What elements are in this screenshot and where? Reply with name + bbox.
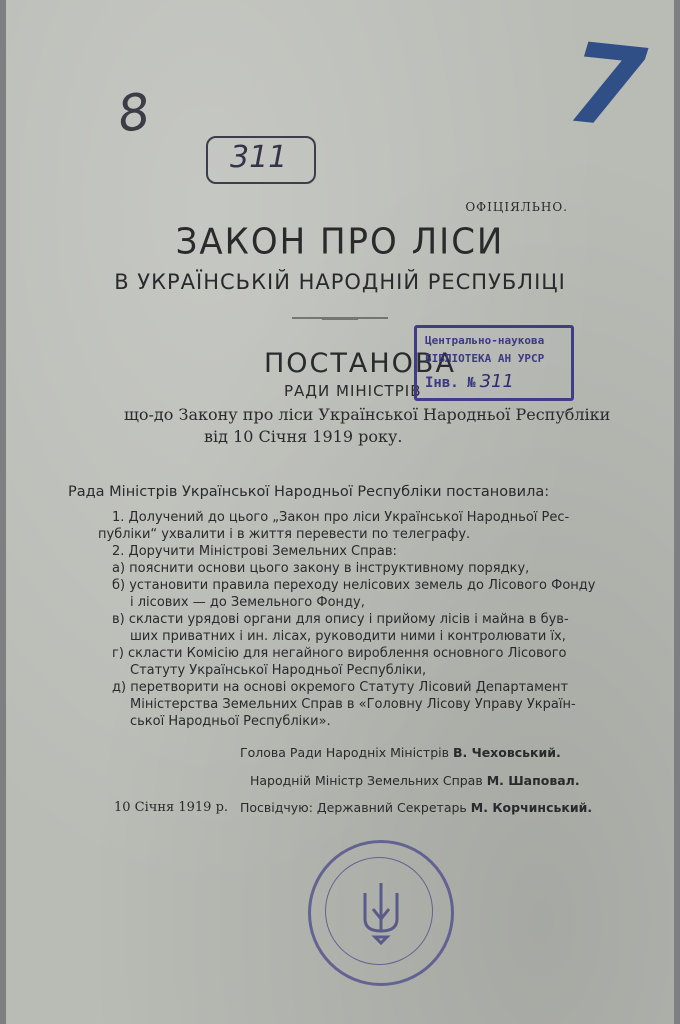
body-intro: Рада Міністрів Української Народньої Республіки постановила: xyxy=(68,484,550,500)
round-seal xyxy=(308,840,454,986)
body-line: а) пояснити основи цього закону в інструктивному порядку, xyxy=(112,561,530,576)
library-stamp xyxy=(414,325,574,401)
signatory-name: В. Чеховський. xyxy=(452,745,561,760)
signature-line xyxy=(240,745,561,760)
signatory-name: М. Шаповал. xyxy=(486,773,580,788)
signatory-title: Посвідчую: Державний Секретарь xyxy=(240,800,467,815)
trident-icon xyxy=(355,879,407,945)
signatory-title: Голова Ради Народніх Міністрів xyxy=(240,745,449,760)
document-date: 10 Січня 1919 р. xyxy=(114,800,229,815)
document-title: ЗАКОН ПРО ЛІСИ xyxy=(175,221,505,263)
body-line: Міністерства Земельних Справ в «Головну Лісову Управу Україн- xyxy=(130,697,576,712)
official-mark: ОФІЦІЯЛЬНО. xyxy=(465,200,568,214)
ornament-divider xyxy=(292,316,388,320)
handwritten-number-top-right: 7 xyxy=(561,18,652,154)
resolution-subheading: РАДИ МІНІСТРІВ xyxy=(284,382,422,400)
signatory-name: М. Корчинський. xyxy=(470,800,593,815)
body-line: 2. Доручити Міністрові Земельних Справ: xyxy=(112,544,397,559)
library-stamp-line-1: Центрально-наукова xyxy=(425,334,545,347)
resolution-subject-line-2: від 10 Січня 1919 року. xyxy=(204,427,403,446)
body-line: 1. Долучений до цього „Закон про ліси Української Народньої Рес- xyxy=(112,510,570,525)
body-line: ської Народньої Республіки». xyxy=(130,714,331,729)
resolution-subject-line-1: що-до Закону про ліси Української Народньої Республіки xyxy=(124,405,611,424)
document-page xyxy=(6,0,674,1024)
resolution-heading: ПОСТАНОВА xyxy=(264,348,456,379)
signature-line xyxy=(240,800,592,815)
handwritten-boxed-number xyxy=(206,136,316,184)
body-line: Статуту Української Народньої Республіки, xyxy=(130,663,427,678)
handwritten-number-top-left: 8 xyxy=(114,82,154,144)
body-line: г) скласти Комісію для негайного вироблення основного Лісового xyxy=(112,646,567,661)
document-subtitle: В УКРАЇНСЬКІЙ НАРОДНІЙ РЕСПУБЛІЦІ xyxy=(114,270,566,294)
body-line: публіки“ ухвалити і в життя перевести по телеграфу. xyxy=(98,527,471,542)
signatory-title: Народній Міністр Земельних Справ xyxy=(250,773,483,788)
library-stamp-inventory-number: 311 xyxy=(479,371,514,392)
body-line: в) скласти урядові органи для опису і прийому лісів і майна в був- xyxy=(112,612,569,627)
library-stamp-line-2: БІБЛІОТЕКА АН УРСР xyxy=(425,352,545,365)
library-stamp-inventory-label: Інв. № xyxy=(425,375,476,391)
boxed-number-text: 311 xyxy=(230,140,288,175)
body-line: ших приватних і ин. лісах, руководити ними і контролювати їх, xyxy=(130,629,566,644)
body-line: і лісових — до Земельного Фонду, xyxy=(130,595,365,610)
body-line: б) установити правила переходу нелісових земель до Лісового Фонду xyxy=(112,578,596,593)
body-line: д) перетворити на основі окремого Статуту Лісовий Департамент xyxy=(112,680,569,695)
signature-line xyxy=(250,773,580,788)
library-stamp-line-3 xyxy=(425,371,514,392)
